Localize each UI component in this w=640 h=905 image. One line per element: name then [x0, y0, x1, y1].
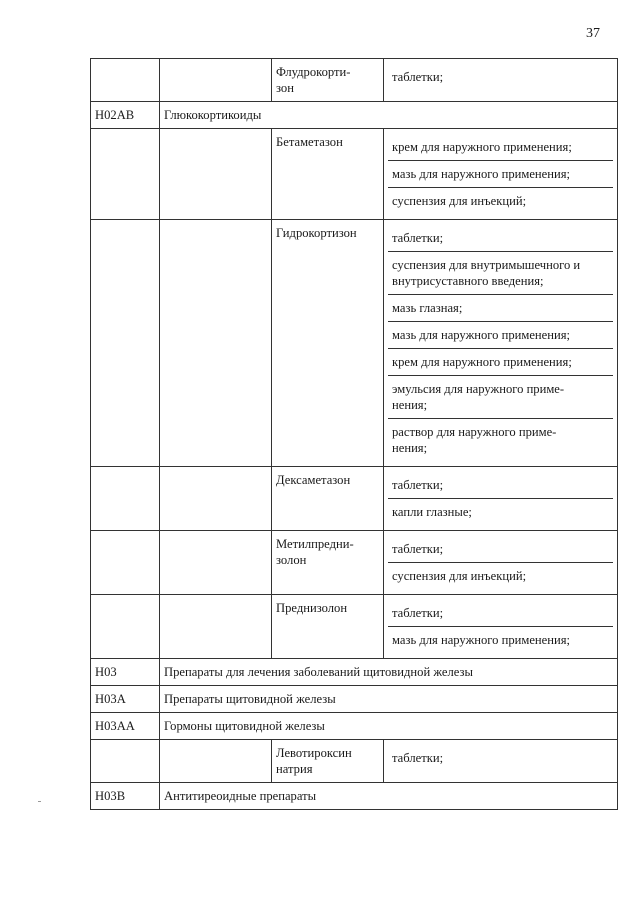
empty-group-cell [160, 220, 272, 467]
atc-code: H03A [91, 686, 160, 713]
dosage-form: таблетки; [392, 606, 444, 620]
drug-row [91, 531, 618, 595]
empty-group-cell [160, 595, 272, 659]
empty-group-cell [160, 531, 272, 595]
dosage-forms [384, 129, 618, 220]
dosage-form: мазь для наружного применения; [388, 626, 613, 653]
empty-code-cell [91, 467, 160, 531]
empty-group-cell [160, 129, 272, 220]
drug-row [91, 59, 618, 102]
dosage-form: таблетки; [392, 70, 444, 84]
dosage-forms [384, 740, 618, 783]
drug-row [91, 595, 618, 659]
group-row [91, 102, 618, 129]
group-title: Препараты щитовидной железы [160, 686, 618, 713]
group-row [91, 659, 618, 686]
dosage-form: раствор для наружного приме- нения; [388, 418, 613, 461]
empty-group-cell [160, 59, 272, 102]
dosage-form: мазь для наружного применения; [388, 321, 613, 348]
empty-code-cell [91, 220, 160, 467]
empty-code-cell [91, 740, 160, 783]
group-row [91, 783, 618, 810]
dosage-form: таблетки; [392, 542, 444, 556]
empty-group-cell [160, 740, 272, 783]
dosage-form: мазь для наружного применения; [388, 160, 613, 187]
dosage-form: суспензия для инъекций; [388, 187, 613, 214]
dosage-forms [384, 531, 618, 595]
drug-classification-table [90, 58, 618, 810]
dosage-form: суспензия для инъекций; [388, 562, 613, 589]
dosage-form: крем для наружного применения; [388, 348, 613, 375]
drug-name: Дексаметазон [272, 467, 384, 531]
group-title: Антитиреоидные препараты [160, 783, 618, 810]
dosage-form: капли глазные; [388, 498, 613, 525]
atc-code: H02AB [91, 102, 160, 129]
atc-code: H03B [91, 783, 160, 810]
atc-code: H03AA [91, 713, 160, 740]
dosage-form: эмульсия для наружного приме- нения; [388, 375, 613, 418]
drug-name: Левотироксин натрия [272, 740, 384, 783]
group-row [91, 713, 618, 740]
dosage-forms [384, 220, 618, 467]
dosage-form: крем для наружного применения; [392, 140, 572, 154]
empty-code-cell [91, 129, 160, 220]
dosage-form: суспензия для внутримышечного и внутрисуставного введения; [388, 251, 613, 294]
dosage-form: таблетки; [392, 751, 444, 765]
group-row [91, 686, 618, 713]
drug-name: Флудрокорти- зон [272, 59, 384, 102]
empty-code-cell [91, 59, 160, 102]
dosage-form: таблетки; [392, 231, 444, 245]
group-title: Глюкокортикоиды [160, 102, 618, 129]
dosage-forms [384, 59, 618, 102]
drug-row [91, 740, 618, 783]
drug-row [91, 220, 618, 467]
dosage-forms [384, 467, 618, 531]
empty-code-cell [91, 531, 160, 595]
drug-name: Гидрокортизон [272, 220, 384, 467]
drug-row [91, 467, 618, 531]
page-number: 37 [586, 26, 600, 41]
table-body [91, 59, 618, 810]
drug-name: Бетаметазон [272, 129, 384, 220]
drug-row [91, 129, 618, 220]
empty-code-cell [91, 595, 160, 659]
empty-group-cell [160, 467, 272, 531]
atc-code: H03 [91, 659, 160, 686]
drug-name: Метилпредни- золон [272, 531, 384, 595]
dosage-form: мазь глазная; [388, 294, 613, 321]
dosage-forms [384, 595, 618, 659]
drug-name: Преднизолон [272, 595, 384, 659]
group-title: Гормоны щитовидной железы [160, 713, 618, 740]
dosage-form: таблетки; [392, 478, 444, 492]
group-title: Препараты для лечения заболеваний щитовидной железы [160, 659, 618, 686]
scan-mark [38, 801, 41, 802]
